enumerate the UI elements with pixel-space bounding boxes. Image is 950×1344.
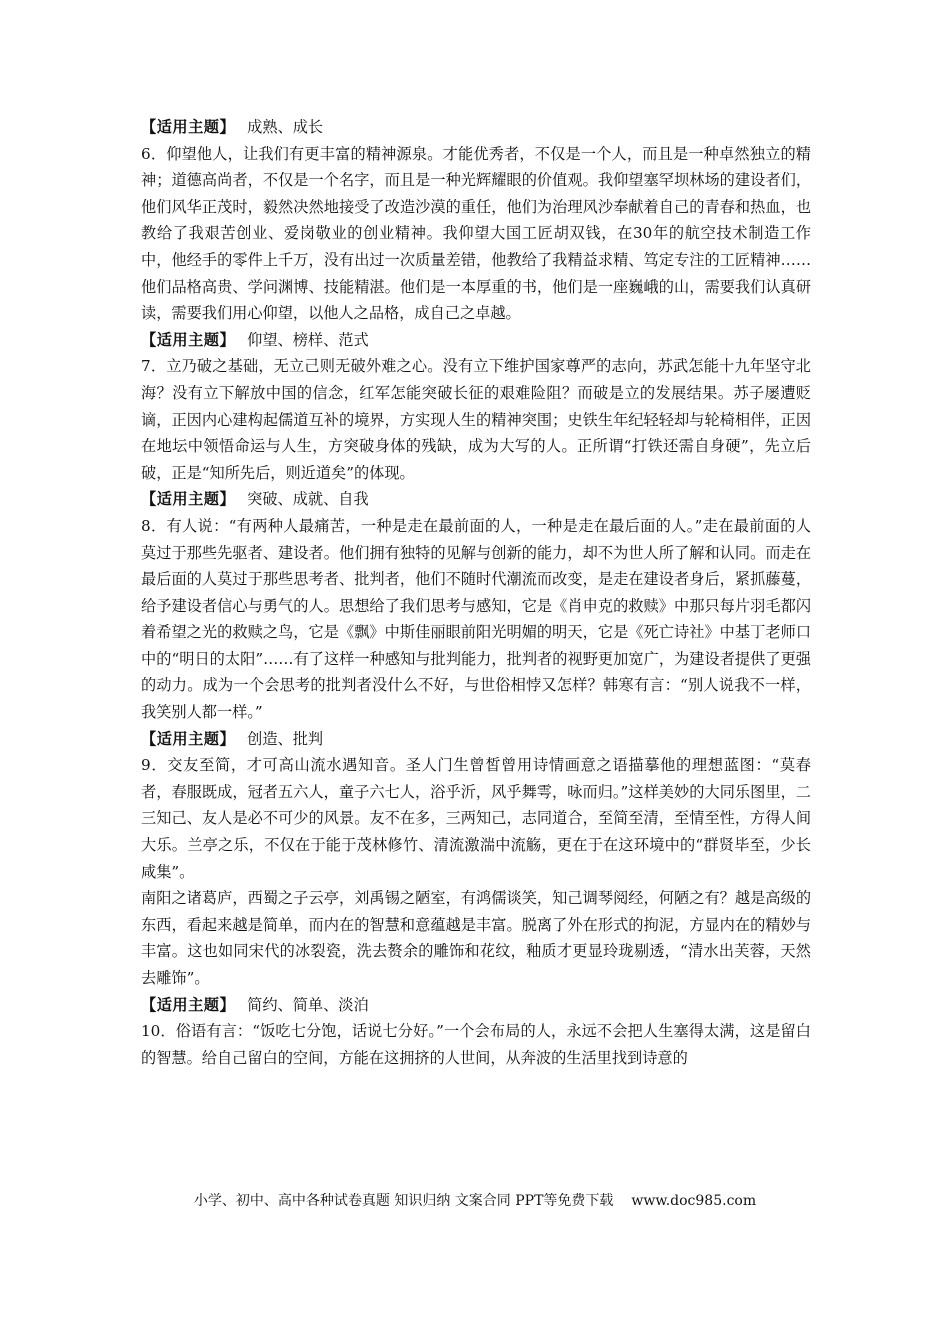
paragraph-6: 6．仰望他人，让我们有更丰富的精神源泉。才能优秀者，不仅是一个人，而且是一种卓然独立的精神；道德高尚者，不仅是一个名字，而且是一种光辉耀眼的价值观。我仰望塞罕坝林场的建设者们，他们风华正茂时，毅然决然地接受了改造沙漠的重任，他们为治理风沙奉献着自己的青春和热血，也教给了我艰苦创业、爱岗敬业的创业精神。我仰望大国工匠胡双钱，在30年的航空技术制造工作中，他经手的零件上千万，没有出过一次质量差错，他教给了我精益求精、笃定专注的工匠精神……他们品格高贵、学问渊博、技能精湛。他们是一本厚重的书，他们是一座巍峨的山，需要我们认真研读，需要我们用心仰望，以他人之品格，成自己之卓越。 xyxy=(141,144,811,323)
theme-tag-value: 创造、批判 xyxy=(247,729,324,748)
theme-tag-value: 仰望、榜样、范式 xyxy=(247,330,369,349)
theme-tag-label: 【适用主题】 xyxy=(141,330,236,349)
theme-tag xyxy=(141,327,811,354)
theme-tag-label: 【适用主题】 xyxy=(141,490,236,509)
theme-tag-value: 成熟、成长 xyxy=(247,118,324,136)
document-body xyxy=(141,114,811,1071)
footer-site-link[interactable]: www.doc985.com xyxy=(631,1193,757,1209)
theme-tag xyxy=(141,992,811,1019)
paragraph-9: 9．交友至简，才可高山流水遇知音。圣人门生曾皙曾用诗情画意之语描摹他的理想蓝图：“莫春者，春服既成，冠者五六人，童子六七人，浴乎沂，风乎舞雩，咏而归。”这样美妙的大同乐图里，二三知己、友人是必不可少的风景。友不在多，三两知己，志同道合，至简至清，至情至性，方得人间大乐。兰亭之乐，不仅在于能于茂林修竹、清流激湍中流觞，更在于在这环境中的“群贤毕至，少长咸集”。 xyxy=(141,756,811,881)
theme-tag-label: 【适用主题】 xyxy=(141,729,236,748)
paragraph-9-continued: 南阳之诸葛庐，西蜀之子云亭，刘禹锡之陋室，有鸿儒谈笑，知己调琴阅经，何陋之有？越是高级的东西，看起来越是简单，而内在的智慧和意蕴越是丰富。脱离了外在形式的拘泥，方显内在的精妙与丰富。这也如同宋代的冰裂瓷，洗去赘余的雕饰和花纹，釉质才更显玲珑剔透，“清水出芙蓉，天然去雕饰”。 xyxy=(141,889,811,987)
theme-tag xyxy=(141,486,811,513)
paragraph-7: 7．立乃破之基础，无立己则无破外难之心。没有立下维护国家尊严的志向，苏武怎能十九年坚守北海？没有立下解放中国的信念，红军怎能突破长征的艰难险阻？而破是立的发展结果。苏子屡遭贬谪，正因内心建构起儒道互补的境界，方实现人生的精神突围；史铁生年纪轻轻却与轮椅相伴，正因在地坛中领悟命运与人生，方突破身体的残缺，成为大写的人。正所谓“打铁还需自身硬”，先立后破，正是“知所先后，则近道矣”的体现。 xyxy=(141,357,811,482)
paragraph-8: 8．有人说：“有两种人最痛苦，一种是走在最前面的人，一种是走在最后面的人。”走在最前面的人莫过于那些先驱者、建设者。他们拥有独特的见解与创新的能力，却不为世人所了解和认同。而走在最后面的人莫过于那些思考者、批判者，他们不随时代潮流而改变，是走在建设者身后，紧抓藤蔓，给予建设者信心与勇气的人。思想给了我们思考与感知，它是《肖申克的救赎》中那只每片羽毛都闪着希望之光的救赎之鸟，它是《飘》中斯佳丽眼前阳光明媚的明天，它是《死亡诗社》中基丁老师口中的“明日的太阳”……有了这样一种感知与批判能力，批判者的视野更加宽广，为建设者提供了更强的动力。成为一个会思考的批判者没什么不好，与世俗相悖又怎样？韩寒有言：“别人说我不一样，我笑别人都一样。” xyxy=(141,516,811,722)
page-footer xyxy=(0,1191,950,1211)
theme-tag xyxy=(141,114,811,141)
theme-tag xyxy=(141,726,811,753)
theme-tag-label: 【适用主题】 xyxy=(141,118,236,136)
theme-tag-label: 【适用主题】 xyxy=(141,995,236,1014)
footer-text: 小学、初中、高中各种试卷真题 知识归纳 文案合同 PPT等免费下载 xyxy=(193,1193,614,1209)
paragraph-10: 10．俗语有言：“饭吃七分饱，话说七分好。”一个会布局的人，永远不会把人生塞得太满，这是留白的智慧。给自己留白的空间，方能在这拥挤的人世间，从奔波的生活里找到诗意的 xyxy=(141,1022,811,1067)
theme-tag-value: 突破、成就、自我 xyxy=(247,490,369,509)
theme-tag-value: 简约、简单、淡泊 xyxy=(247,995,369,1014)
